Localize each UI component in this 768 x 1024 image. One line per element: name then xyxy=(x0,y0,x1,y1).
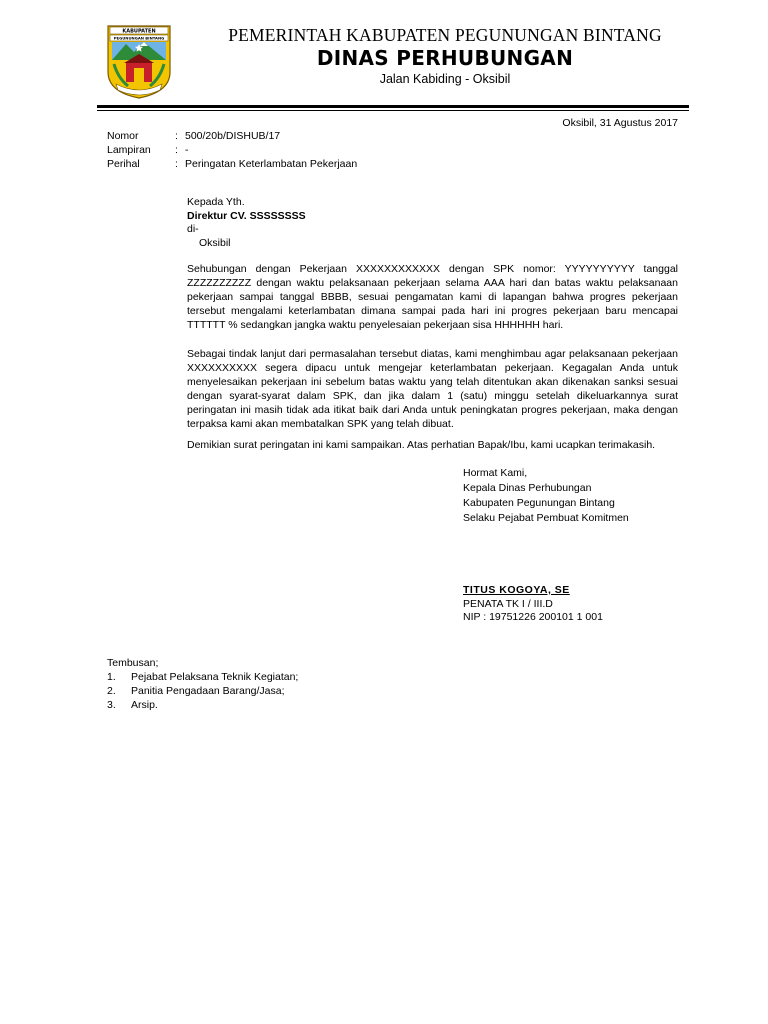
recipient-place: Oksibil xyxy=(199,236,231,249)
meta-separator: : xyxy=(175,130,178,142)
recipient-greeting: Kepada Yth. xyxy=(187,196,245,208)
letter-meta-table xyxy=(107,129,357,171)
logo-text-top: KABUPATEN xyxy=(122,28,156,35)
regency-emblem-logo xyxy=(104,22,174,100)
meta-value: Peringatan Keterlambatan Pekerjaan xyxy=(185,158,358,170)
cc-item-number: 2. xyxy=(107,685,116,697)
body-paragraph-3: Demikian surat peringatan ini kami sampaikan. Atas perhatian Bapak/Ibu, kami ucapkan terimakasih. xyxy=(187,439,656,451)
body-paragraph-1: Sehubungan dengan Pekerjaan XXXXXXXXXXXX dengan SPK nomor: YYYYYYYYYY tanggal ZZZZZZZZZZ dengan waktu pelaksanaan pekerjaan selama AAA hari dan batas waktu pelaksanaan pekerjaan sampai tanggal BBBB, sesuai pengamatan kami di lapangan bahwa progres pekerjaan tersebut mengalami keterlambatan dimana sampai pada hari ini progres pekerjaan baru mencapai TTTTTT % sedangkan jangka waktu penyelesaian pekerjaan sisa HHHHHH hari. xyxy=(187,263,678,331)
cc-item-text: Panitia Pengadaan Barang/Jasa; xyxy=(131,685,285,697)
letterhead-government-name: PEMERINTAH KABUPATEN PEGUNUNGAN BINTANG xyxy=(228,25,662,45)
meta-separator: : xyxy=(175,158,178,170)
letter-date: Oksibil, 31 Agustus 2017 xyxy=(562,117,678,129)
meta-label: Nomor xyxy=(107,130,139,142)
signature-title-3: Selaku Pejabat Pembuat Komitmen xyxy=(463,512,629,524)
letterhead-rule-thin xyxy=(97,110,689,111)
recipient-name: Direktur CV. SSSSSSSS xyxy=(187,209,306,222)
meta-label: Lampiran xyxy=(107,144,151,156)
cc-heading: Tembusan; xyxy=(107,657,159,669)
signer-rank: PENATA TK I / III.D xyxy=(463,597,553,610)
cc-item-text: Pejabat Pelaksana Teknik Kegiatan; xyxy=(131,671,299,683)
letterhead-agency-name: DINAS PERHUBUNGAN xyxy=(316,46,574,70)
signature-title-1: Kepala Dinas Perhubungan xyxy=(463,482,592,494)
meta-label: Perihal xyxy=(107,158,140,170)
cc-item-number: 1. xyxy=(107,671,116,683)
signature-closing: Hormat Kami, xyxy=(463,467,528,479)
meta-row-attachment xyxy=(107,143,357,157)
meta-value: - xyxy=(185,144,189,156)
carbon-copy-block xyxy=(107,656,298,712)
cc-list-item xyxy=(107,698,298,712)
cc-item-text: Arsip. xyxy=(131,699,158,711)
cc-list-item xyxy=(107,684,298,698)
meta-separator: : xyxy=(175,144,178,156)
cc-list-item xyxy=(107,670,298,684)
meta-row-number xyxy=(107,129,357,143)
letterhead-rule-thick xyxy=(97,105,689,108)
signature-title-2: Kabupaten Pegunungan Bintang xyxy=(463,497,615,509)
signer-nip: NIP : 19751226 200101 1 001 xyxy=(463,611,603,623)
cc-item-number: 3. xyxy=(107,699,116,711)
body-paragraph-2: Sebagai tindak lanjut dari permasalahan tersebut diatas, kami menghimbau agar pelaksanaan pekerjaan XXXXXXXXXX segera dipacu untuk mengejar keterlambatan pekerjaan. Kegagalan Anda untuk menyelesaikan pekerjaan ini sebelum batas waktu yang telah ditentukan akan dikenakan sanksi sesuai dengan syarat-syarat dalam SPK, dan jika dalam 1 (satu) minggu setelah dikeluarkannya surat peringatan ini masih tidak ada itikat baik dari Anda untuk peningkatan progres pekerjaan, maka dengan terpaksa kami akan membatalkan SPK yang telah dibuat. xyxy=(187,348,678,430)
letterhead-address: Jalan Kabiding - Oksibil xyxy=(379,72,511,86)
meta-row-subject xyxy=(107,157,357,171)
signer-name: TITUS KOGOYA, SE xyxy=(463,584,570,596)
meta-value: 500/20b/DISHUB/17 xyxy=(185,130,281,142)
signature-block xyxy=(463,466,629,526)
logo-text-band: PEGUNUNGAN BINTANG xyxy=(113,35,165,41)
recipient-block xyxy=(187,196,306,250)
signer-block xyxy=(463,584,603,625)
recipient-di: di- xyxy=(187,223,199,235)
